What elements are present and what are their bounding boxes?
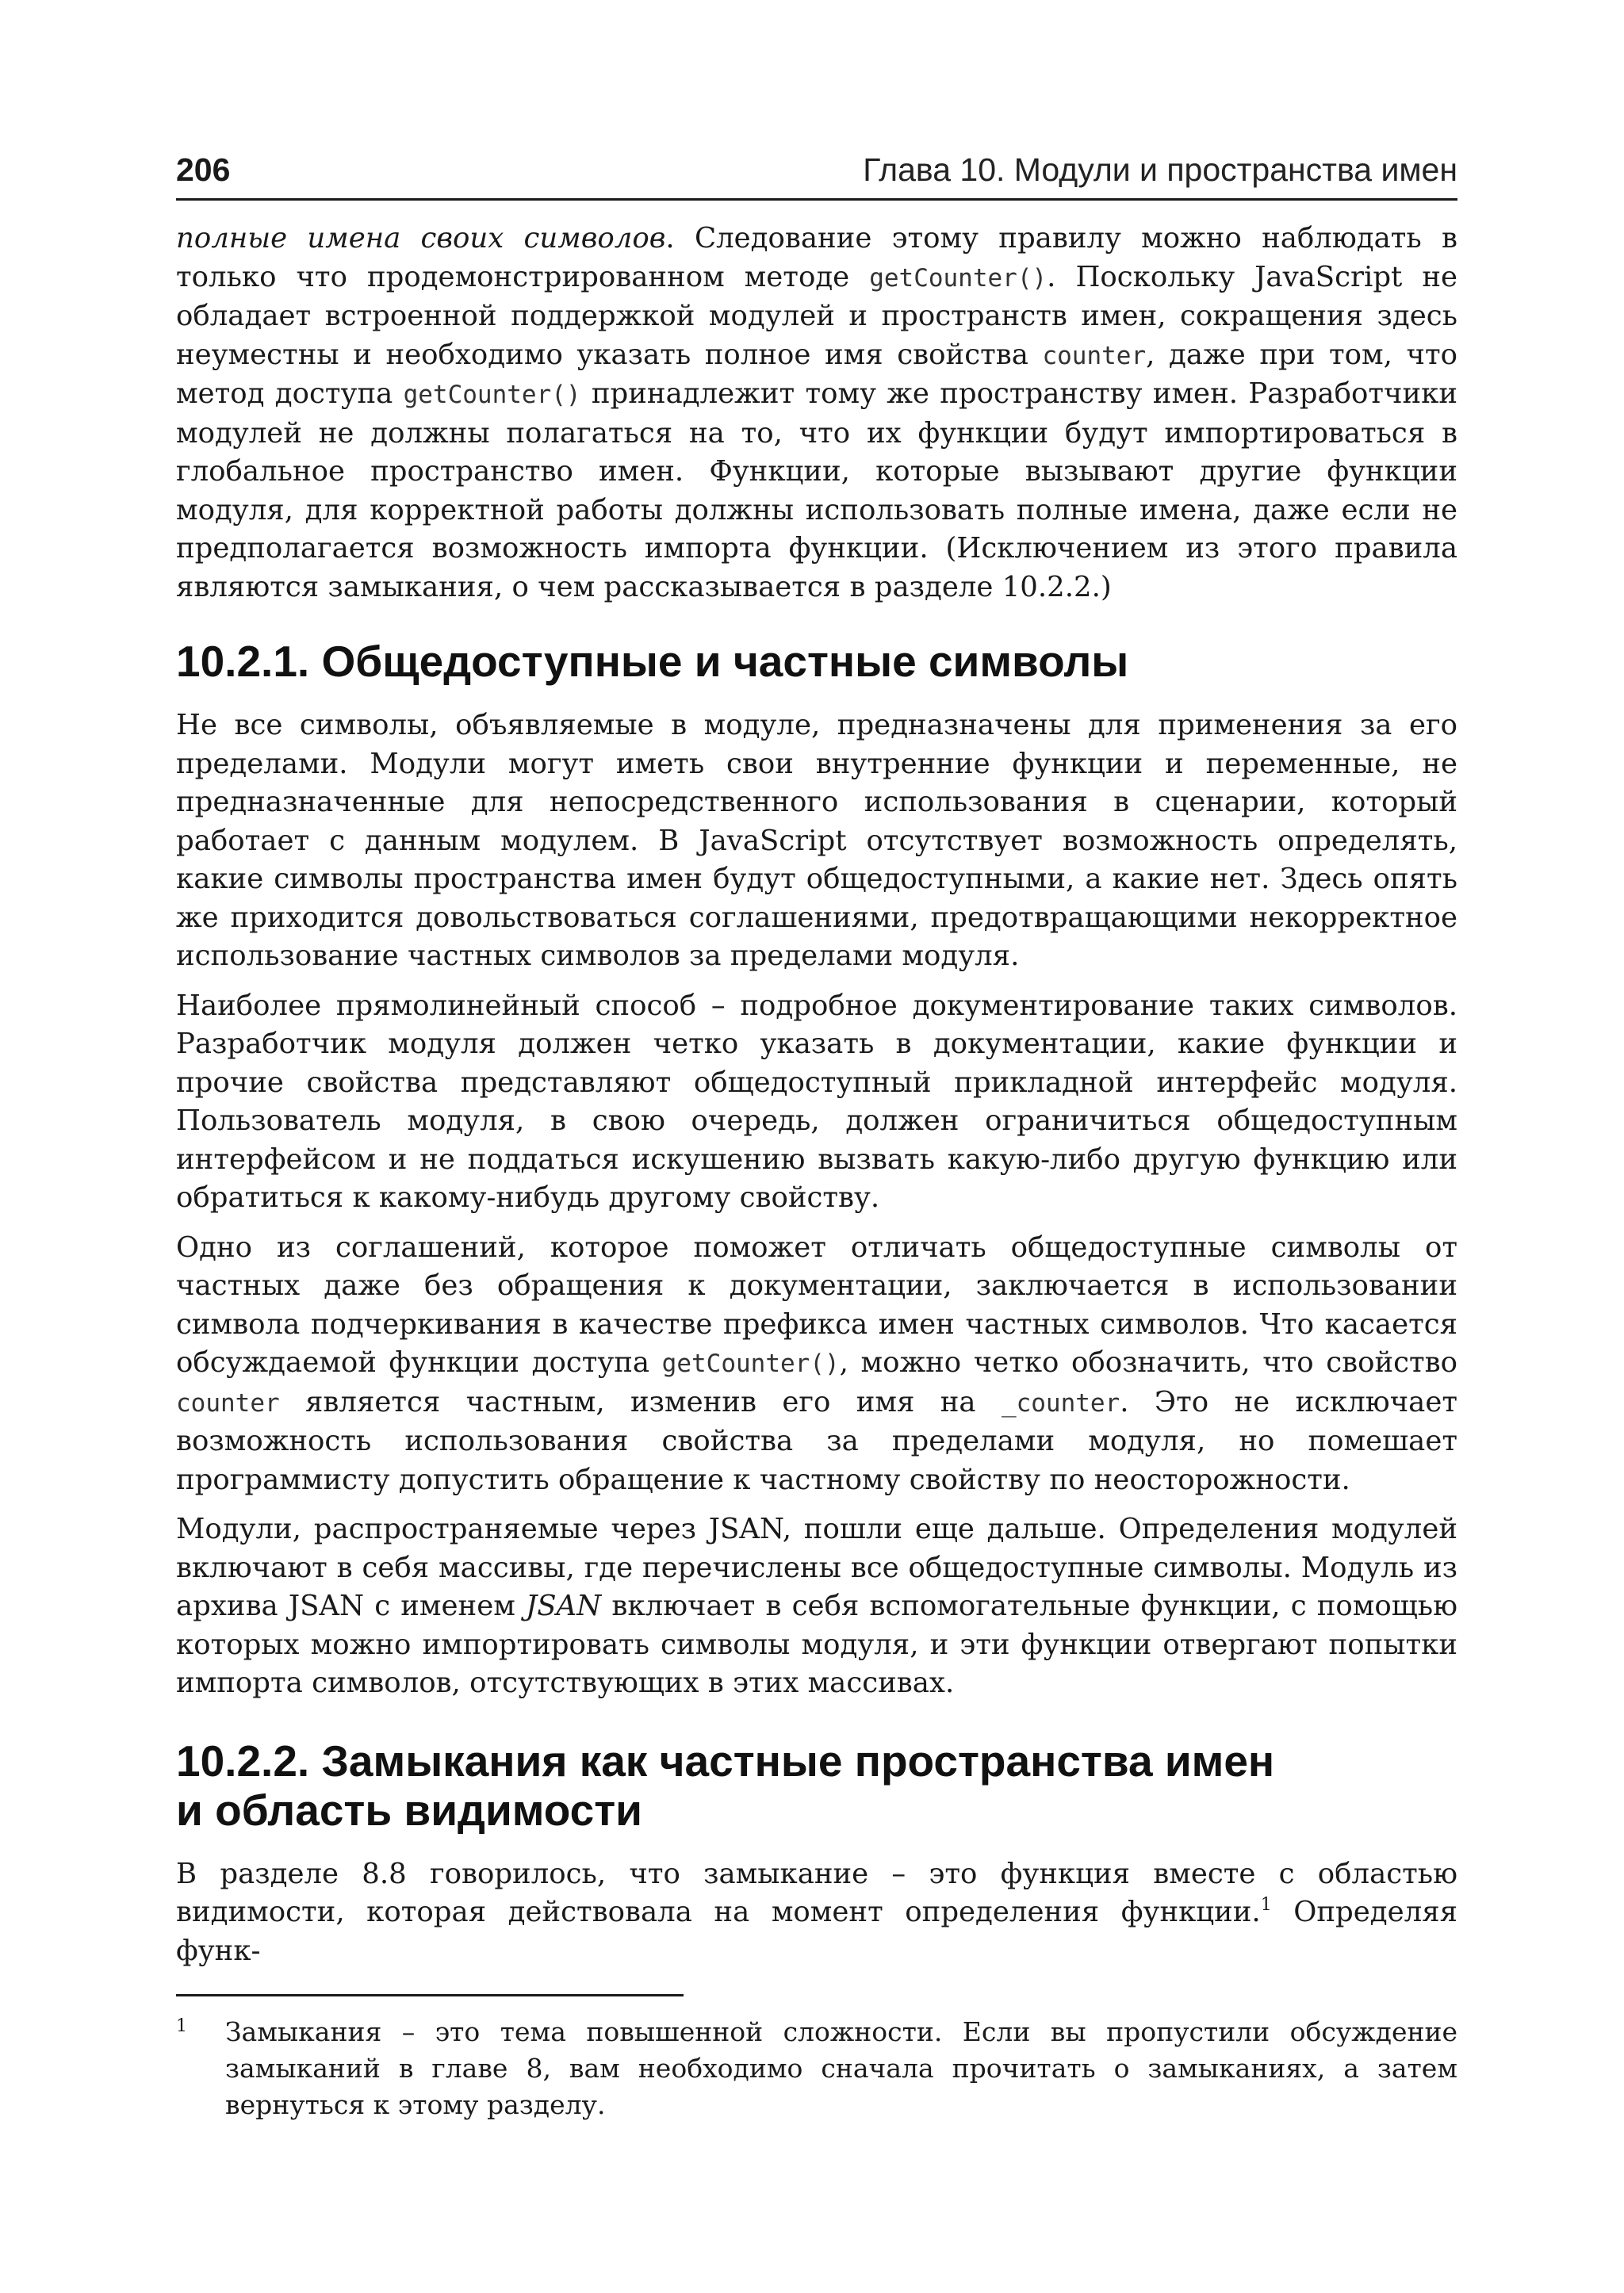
text-run: . Это не исключает возможность использования свойства за пределами модуля, но помешает программисту допустить обращение к частному свойству по неосторожности.: [176, 1385, 1457, 1496]
inline-code: getCounter(): [403, 381, 581, 409]
page-number: 206: [176, 151, 231, 188]
text-run: Модули, распространяемые через JSAN, пошли еще дальше. Определения модулей включают в себя массивы, где перечислены все общедоступные символы. Модуль из архива JSAN с именем: [176, 1513, 1457, 1622]
italic-phrase: полные имена своих символов: [176, 222, 666, 255]
footnote-text: Замыкания – это тема повышенной сложности. Если вы пропустили обсуждение замыканий в главе 8, вам необходимо сначала прочитать о замыканиях, а затем вернуться к этому разделу.: [225, 2016, 1457, 2120]
footnote-mark: 1: [176, 2016, 187, 2036]
text-run: принадлежит тому же пространству имен. Разработчики модулей не должны полагаться на то, что их функции будут импортироваться в глобальное пространство имен. Функции, которые вызывают другие функции модуля, для корректной работы должны использовать полные имена, даже если не предполагается возможность импорта функции. (Исключением из этого правила являются замыкания, о чем рассказывается в разделе 10.2.2.): [176, 377, 1457, 603]
footnote-reference[interactable]: 1: [1260, 1895, 1272, 1915]
italic-phrase: JSAN: [525, 1590, 602, 1622]
paragraph: [176, 1229, 1457, 1500]
paragraph: [176, 1510, 1457, 1703]
heading-line: 10.2.2. Замыкания как частные пространства имен: [176, 1736, 1275, 1786]
running-head: [176, 149, 1457, 201]
text-run: . Следование этому правилу можно наблюдать в только что продемонстрированном методе: [176, 222, 1457, 293]
inline-code: getCounter(): [661, 1349, 840, 1378]
text-run: Определяя функ-: [176, 1896, 1458, 1967]
book-page: [176, 149, 1457, 2123]
text-run: , даже при том, что метод доступа: [176, 338, 1457, 410]
text-run: включает в себя вспомогательные функции, с помощью которых можно импортировать символы модуля, и эти функции отвергают попытки импорта символов, отсутствующих в этих массивах.: [176, 1590, 1457, 1699]
paragraph: Не все символы, объявляемые в модуле, предназначены для применения за его пределами. Модули могут иметь свои внутренние функции и переменные, не предназначенные для непосредственного использования в сценарии, который работает с данным модулем. В JavaScript отсутствует возможность определять, какие символы пространства имен будут общедоступными, а какие нет. Здесь опять же приходится довольствоваться соглашениями, предотвращающими некорректное использование частных символов за пределами модуля.: [176, 709, 1457, 972]
inline-code: counter: [1042, 341, 1147, 370]
paragraph-intro: [176, 220, 1457, 607]
footnote: [176, 2014, 1457, 2123]
body-text: [176, 220, 1457, 1970]
text-run: , можно четко обозначить, что свойство: [839, 1346, 1458, 1379]
paragraph: [176, 1855, 1457, 1971]
section-heading-10-2-2: [176, 1736, 1457, 1835]
text-run: Одно из соглашений, которое поможет отличать общедоступные символы от частных даже без обращения к документации, заключается в использовании символа подчеркивания в качестве префикса имен частных символов. Что касается обсуждаемой функции доступа: [176, 1231, 1457, 1379]
inline-code: getCounter(): [869, 263, 1048, 293]
text-run: В разделе 8.8 говорилось, что замыкание – это функция вместе с областью видимости, которая действовала на момент определения функции.: [176, 1857, 1457, 1928]
paragraph: Наиболее прямолинейный способ – подробное документирование таких символов. Разработчик модуля должен четко указать в документации, какие функции и прочие свойства представляют общедоступный прикладной интерфейс модуля. Пользователь модуля, в свою очередь, должен ограничиться общедоступным интерфейсом и не поддаться искушению вызвать какую-либо другую функцию или обратиться к какому-нибудь другому свойству.: [176, 989, 1457, 1214]
inline-code: counter: [176, 1388, 280, 1418]
heading-line: и область видимости: [176, 1785, 642, 1835]
inline-code: _counter: [1001, 1388, 1120, 1418]
section-heading-10-2-1: 10.2.1. Общедоступные и частные символы: [176, 637, 1129, 686]
text-run: . Поскольку JavaScript не обладает встроенной поддержкой модулей и пространств имен, сокращения здесь неуместны и необходимо указать полное имя свойства: [176, 260, 1458, 371]
footnote-divider: [176, 1994, 684, 1996]
text-run: является частным, изменив его имя на: [279, 1385, 1002, 1418]
chapter-title: Глава 10. Модули и пространства имен: [863, 151, 1457, 188]
